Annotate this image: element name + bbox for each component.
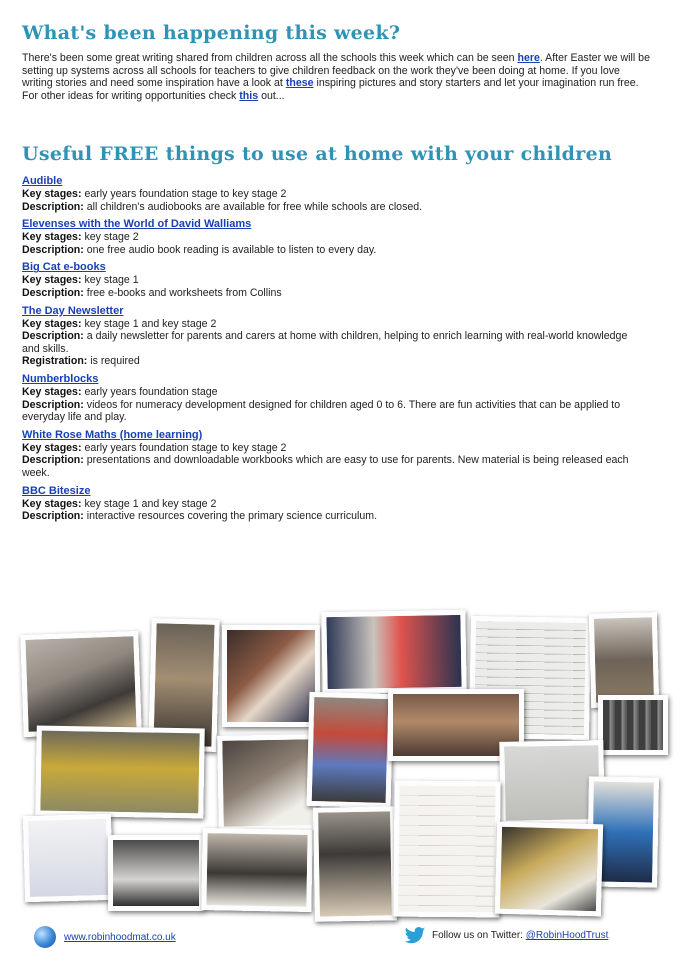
- description-label: Description:: [22, 510, 84, 523]
- photo-family-drawing: [222, 625, 320, 727]
- description-value: a daily newsletter for parents and carers at home with children, helping to enrich learning with real-world knowledge and skills.: [22, 330, 628, 355]
- intro-text-4: out...: [258, 89, 285, 102]
- resource-key-stages: [22, 386, 642, 399]
- resource-key-stages: [22, 188, 642, 201]
- photo-child-cooking: [108, 835, 204, 911]
- resource-description: [22, 510, 642, 523]
- resource-title-link[interactable]: Audible: [22, 175, 63, 187]
- description-label: Description:: [22, 454, 84, 467]
- website-link[interactable]: www.robinhoodmat.co.uk: [64, 932, 176, 943]
- description-value: one free audio book reading is available to listen to every day.: [86, 243, 377, 256]
- resource-title-link[interactable]: White Rose Maths (home learning): [22, 428, 203, 441]
- resource-item: [22, 429, 642, 480]
- section-heading-happening: What's been happening this week?: [22, 22, 401, 44]
- resource-title-link[interactable]: The Day Newsletter: [22, 304, 124, 317]
- twitter-handle-link[interactable]: @RobinHoodTrust: [525, 930, 609, 941]
- follow-label: Follow us on Twitter:: [432, 930, 523, 941]
- key-stages-value: key stage 2: [84, 231, 139, 244]
- photo-drawing-sheet: [23, 814, 113, 902]
- description-value: interactive resources covering the primary science curriculum.: [86, 510, 378, 523]
- description-label: Description:: [22, 398, 84, 411]
- twitter-bird-icon: [404, 926, 426, 946]
- resource-title-link[interactable]: Numberblocks: [22, 372, 99, 385]
- key-stages-label: Key stages:: [22, 497, 82, 510]
- photo-science-activity: [321, 610, 466, 695]
- resource-description: [22, 330, 642, 355]
- resource-title-link[interactable]: BBC Bitesize: [22, 484, 91, 497]
- this-link[interactable]: this: [239, 89, 259, 102]
- resource-description: [22, 287, 642, 300]
- description-value: all children's audiobooks are available for free while schools are closed.: [86, 200, 423, 213]
- resource-key-stages: [22, 498, 642, 511]
- registration-label: Registration:: [22, 355, 88, 368]
- description-value: videos for numeracy development designed for children aged 0 to 6. There are fun activities that can be applied to everyday life and play.: [22, 398, 621, 424]
- photo-story-page: [393, 781, 500, 918]
- resource-item: [22, 305, 642, 368]
- description-value: free e-books and worksheets from Collins: [86, 286, 282, 299]
- resource-key-stages: [22, 442, 642, 455]
- registration-value: is required: [90, 355, 140, 368]
- resource-item: [22, 218, 642, 256]
- key-stages-value: key stage 1 and key stage 2: [84, 497, 217, 510]
- resource-key-stages: [22, 274, 642, 287]
- resource-item: [22, 175, 642, 213]
- resource-title-link[interactable]: Elevenses with the World of David Walliams: [22, 218, 252, 231]
- resource-item: [22, 261, 642, 299]
- intro-text-3: inspiring pictures and story starters and let your imagination run free. For other ideas for writing opportunities check: [22, 77, 639, 102]
- here-link[interactable]: here: [517, 52, 540, 64]
- photo-collage: [0, 605, 680, 915]
- description-label: Description:: [22, 330, 84, 343]
- resource-description: [22, 454, 642, 479]
- globe-icon: [34, 926, 56, 948]
- key-stages-label: Key stages:: [22, 441, 82, 454]
- photo-girls-crafting: [495, 822, 603, 917]
- resource-description: [22, 399, 642, 424]
- intro-text-1: There's been some great writing shared from children across all the schools this week which can be seen: [22, 52, 518, 64]
- key-stages-value: key stage 1 and key stage 2: [84, 317, 217, 330]
- footer: [0, 920, 680, 960]
- resource-key-stages: [22, 231, 642, 244]
- key-stages-value: early years foundation stage to key stage 2: [84, 188, 287, 200]
- key-stages-label: Key stages:: [22, 231, 82, 244]
- photo-child-toys: [307, 692, 394, 808]
- key-stages-label: Key stages:: [22, 317, 82, 330]
- photo-owl-craft: [20, 631, 141, 737]
- key-stages-label: Key stages:: [22, 188, 82, 200]
- intro-text-2: . After Easter we will be setting up systems across all schools for teachers to give children feedback on the work they've been doing at home. If you love writing stories and need some inspiration have a look at: [22, 52, 650, 90]
- photo-boy-standing: [589, 612, 659, 708]
- key-stages-value: early years foundation stage to key stage 2: [84, 441, 287, 454]
- intro-paragraph: [22, 52, 652, 102]
- description-label: Description:: [22, 286, 84, 299]
- resource-key-stages: [22, 318, 642, 331]
- key-stages-label: Key stages:: [22, 385, 82, 398]
- key-stages-value: early years foundation stage: [84, 385, 218, 398]
- photo-girl-painting: [217, 734, 317, 832]
- resource-registration: [22, 355, 642, 368]
- key-stages-label: Key stages:: [22, 274, 82, 287]
- resource-list: [22, 175, 642, 528]
- resource-item: [22, 485, 642, 523]
- description-value: presentations and downloadable workbooks which are easy to use for parents. New material is being released each week.: [22, 454, 629, 479]
- section-heading-useful: Useful FREE things to use at home with your children: [22, 143, 613, 165]
- photo-bookshelf: [598, 695, 668, 755]
- resource-item: [22, 373, 642, 424]
- resource-description: [22, 201, 642, 214]
- resource-description: [22, 244, 642, 257]
- photo-baking: [201, 828, 312, 912]
- these-link[interactable]: these: [285, 77, 314, 90]
- resource-title-link[interactable]: Big Cat e-books: [22, 261, 106, 274]
- twitter-follow: [432, 930, 608, 941]
- key-stages-value: key stage 1: [84, 274, 139, 287]
- photo-crowns-craft: [35, 726, 205, 819]
- photo-boy-holding-bottle: [313, 806, 397, 921]
- description-label: Description:: [22, 243, 84, 256]
- description-label: Description:: [22, 200, 84, 213]
